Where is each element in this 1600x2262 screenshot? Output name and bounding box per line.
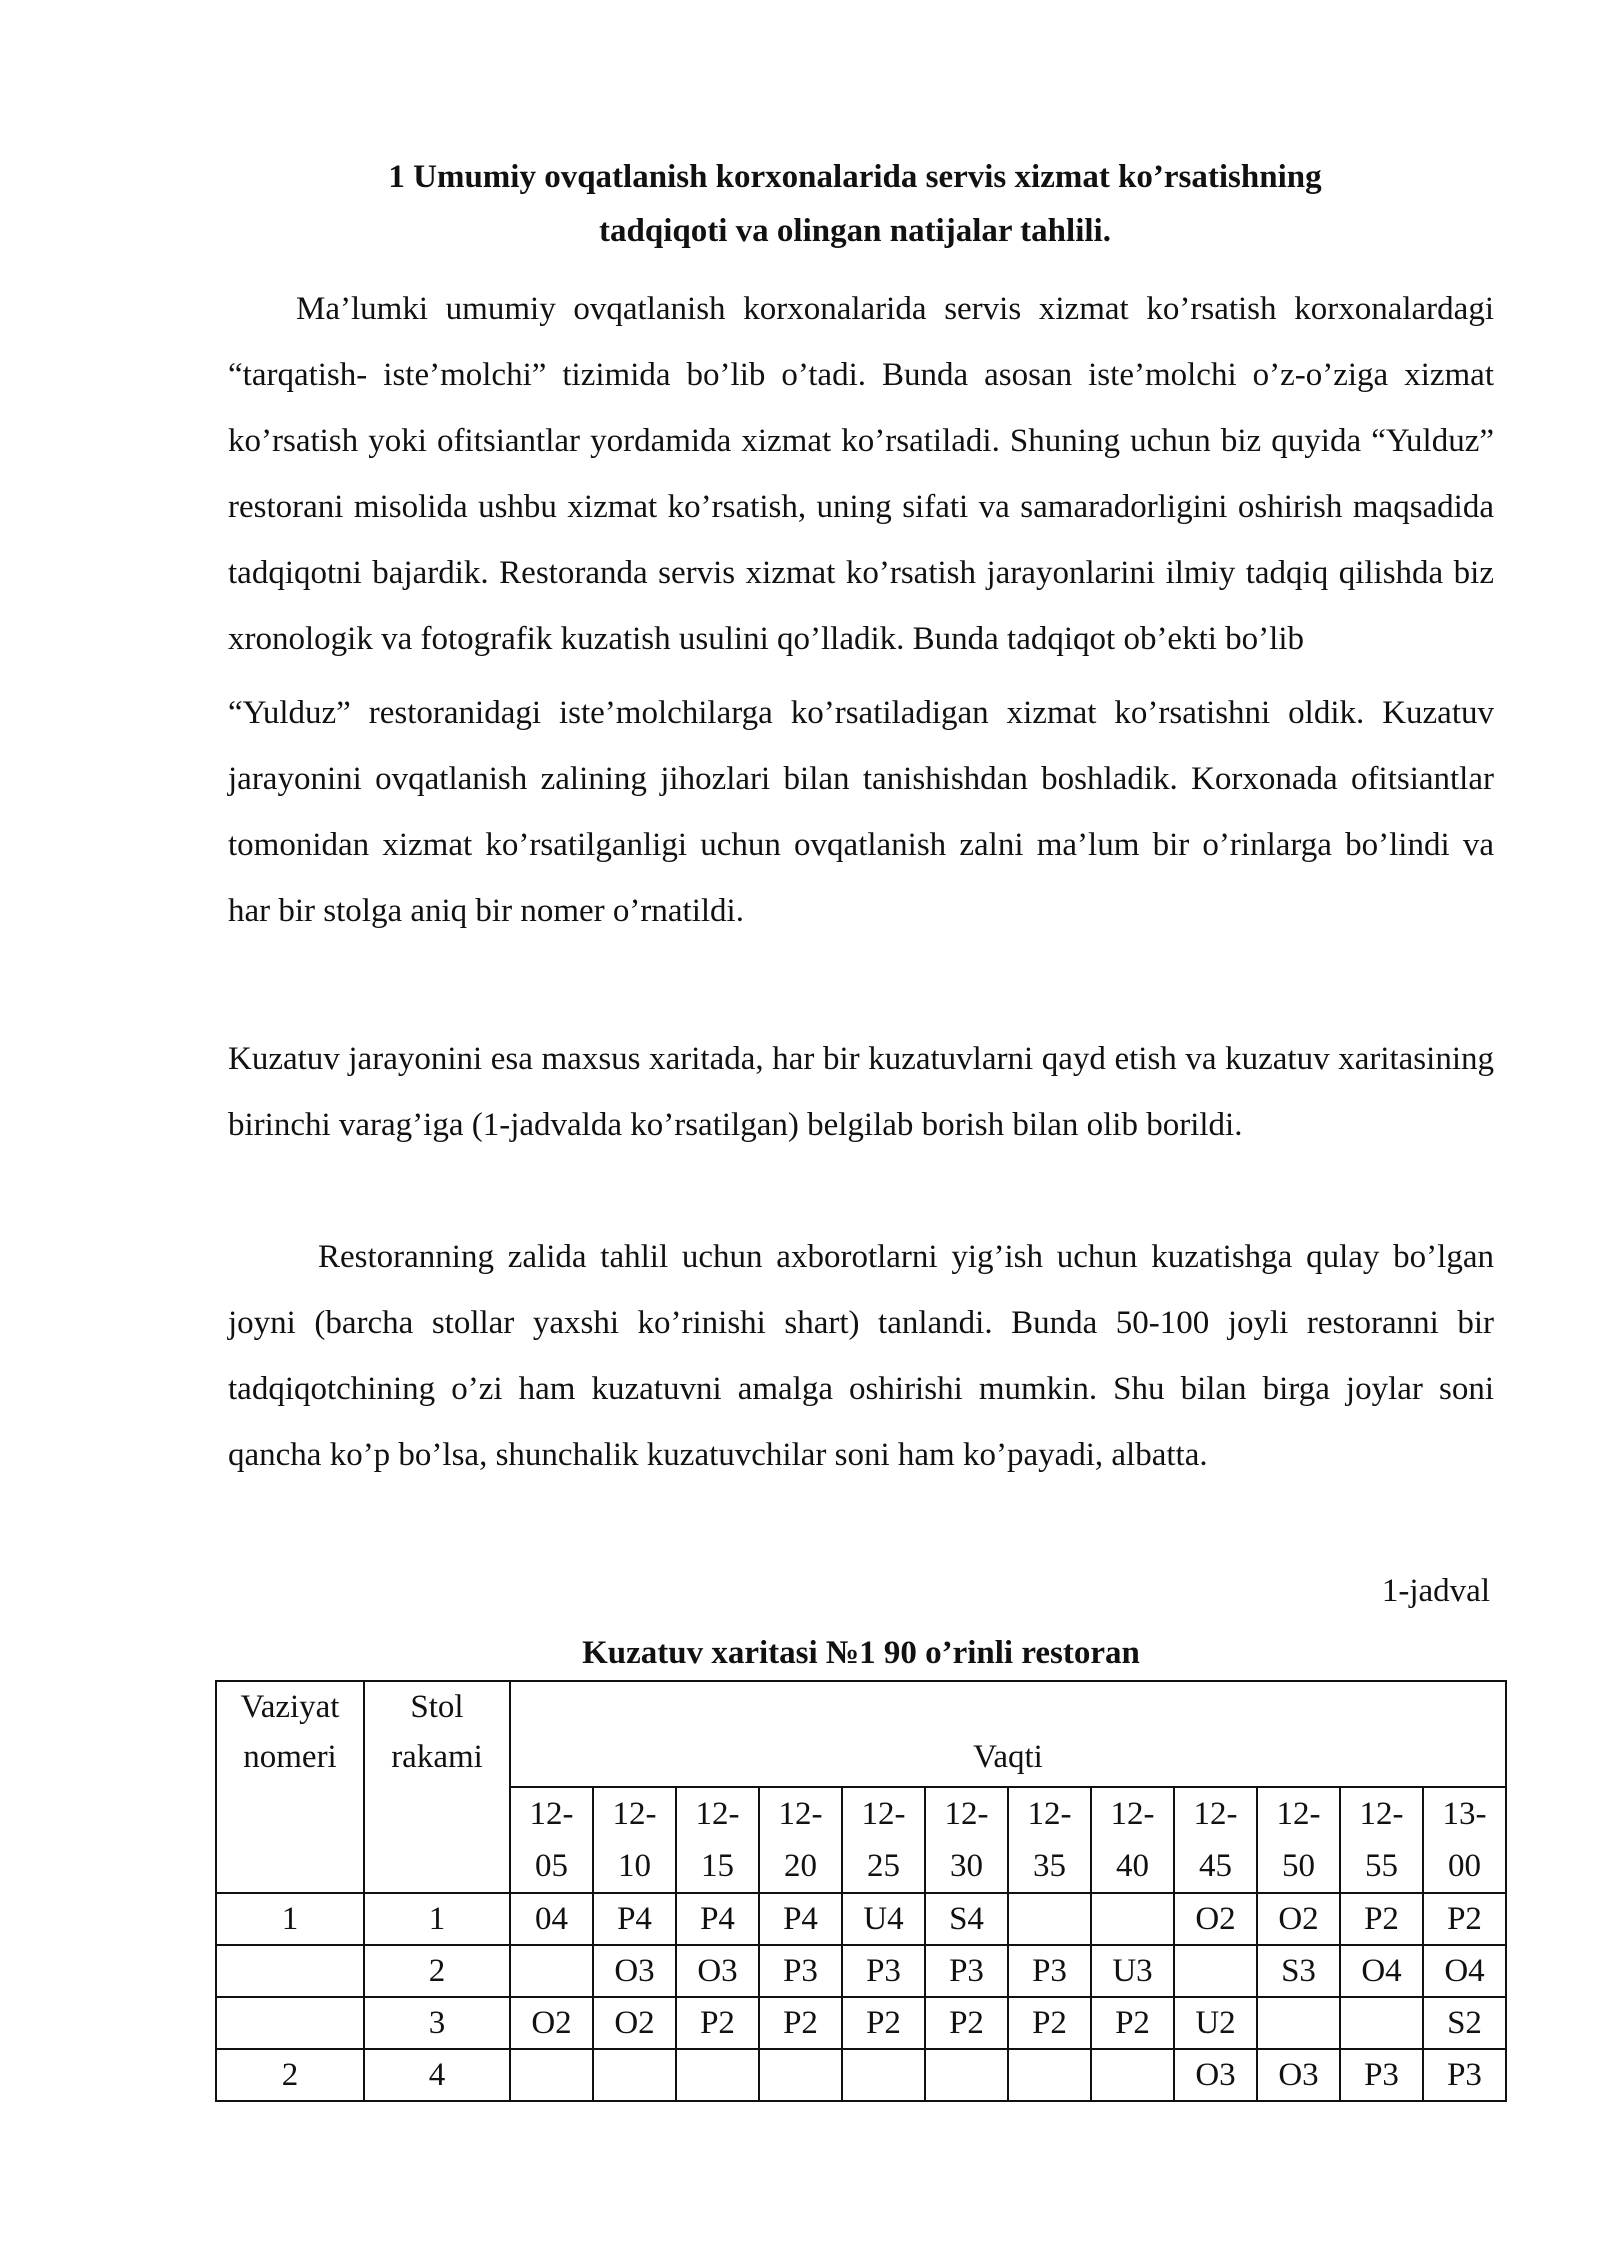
time-slot-hour: 12- bbox=[1359, 1796, 1404, 1832]
status-cell: P2 bbox=[1340, 1893, 1423, 1945]
situation-number-cell bbox=[216, 1945, 364, 1997]
time-slot-minute: 20 bbox=[784, 1848, 817, 1884]
situation-number-cell: 1 bbox=[216, 1893, 364, 1945]
table-row bbox=[216, 1997, 1506, 2049]
table-number-label: 1-jadval bbox=[1381, 1573, 1490, 1609]
table-number-cell: 4 bbox=[364, 2049, 510, 2101]
paragraph-2: Kuzatuv jarayonini esa maxsus xaritada, har bir kuzatuvlarni qayd etish va kuzatuv xaritasining birinchi varag’iga (1-jadvalda ko’rsatilgan) belgilab borish bilan olib borildi. bbox=[228, 1041, 1494, 1143]
time-slot-header bbox=[676, 1787, 759, 1893]
time-slot-minute: 15 bbox=[701, 1848, 734, 1884]
status-cell: O2 bbox=[593, 1997, 676, 2049]
time-slot-hour: 12- bbox=[612, 1796, 657, 1832]
paragraph-block-3 bbox=[228, 1224, 1494, 1488]
status-cell: P2 bbox=[759, 1997, 842, 2049]
time-slot-header bbox=[1257, 1787, 1340, 1893]
heading-line-1: 1 Umumiy ovqatlanish korxonalarida servis xizmat ko’rsatishning bbox=[388, 159, 1322, 195]
status-cell: P2 bbox=[1423, 1893, 1506, 1945]
time-slot-hour: 12- bbox=[778, 1796, 823, 1832]
status-cell: S4 bbox=[925, 1893, 1008, 1945]
status-cell: O3 bbox=[1174, 2049, 1257, 2101]
status-cell: P3 bbox=[842, 1945, 925, 1997]
status-cell bbox=[1257, 1997, 1340, 2049]
header-table-line-1: Stol bbox=[410, 1689, 464, 1725]
status-cell: O3 bbox=[593, 1945, 676, 1997]
time-slot-header bbox=[1091, 1787, 1174, 1893]
paragraph-block-2 bbox=[228, 1026, 1494, 1158]
status-cell: P3 bbox=[1423, 2049, 1506, 2101]
time-slot-header bbox=[925, 1787, 1008, 1893]
paragraph-1b: “Yulduz” restoranidagi iste’molchilarga ko’rsatiladigan xizmat ko’rsatishni oldik. Kuzatuv jarayonini ovqatlanish zalining jihozlari bilan tanishishdan boshladik. Korxonada ofitsiantlar tomonidan xizmat ko’rsatilganligi uchun ovqatlanish zalni ma’lum bir o’rinlarga bo’lindi va har bir stolga aniq bir nomer o’rnatildi. bbox=[228, 695, 1494, 929]
status-cell bbox=[676, 2049, 759, 2101]
status-cell: P3 bbox=[1340, 2049, 1423, 2101]
heading-line-2: tadqiqoti va olingan natijalar tahlili. bbox=[599, 213, 1111, 249]
status-cell: P2 bbox=[1091, 1997, 1174, 2049]
time-slot-minute: 05 bbox=[535, 1848, 568, 1884]
header-situation-line-1: Vaziyat bbox=[240, 1689, 340, 1725]
time-slot-header bbox=[1423, 1787, 1506, 1893]
status-cell: P2 bbox=[1008, 1997, 1091, 2049]
status-cell: O2 bbox=[1174, 1893, 1257, 1945]
status-cell: O4 bbox=[1340, 1945, 1423, 1997]
time-slot-header bbox=[593, 1787, 676, 1893]
table-number-cell: 3 bbox=[364, 1997, 510, 2049]
status-cell: S3 bbox=[1257, 1945, 1340, 1997]
time-slot-hour: 13- bbox=[1442, 1796, 1487, 1832]
time-slot-minute: 30 bbox=[950, 1848, 983, 1884]
header-table-line-2: rakami bbox=[391, 1739, 483, 1775]
status-cell: U3 bbox=[1091, 1945, 1174, 1997]
time-slot-minute: 35 bbox=[1033, 1848, 1066, 1884]
time-slot-header bbox=[1008, 1787, 1091, 1893]
status-cell bbox=[1091, 1893, 1174, 1945]
situation-number-cell bbox=[216, 1997, 364, 2049]
status-cell: O3 bbox=[1257, 2049, 1340, 2101]
status-cell: O2 bbox=[1257, 1893, 1340, 1945]
time-slot-header bbox=[1340, 1787, 1423, 1893]
paragraph-block-1 bbox=[228, 276, 1494, 944]
time-slot-header bbox=[510, 1787, 593, 1893]
table-number-cell: 1 bbox=[364, 1893, 510, 1945]
status-cell: O2 bbox=[510, 1997, 593, 2049]
time-slot-hour: 12- bbox=[1110, 1796, 1155, 1832]
status-cell: 04 bbox=[510, 1893, 593, 1945]
situation-number-cell: 2 bbox=[216, 2049, 364, 2101]
status-cell: O3 bbox=[676, 1945, 759, 1997]
time-slot-header bbox=[759, 1787, 842, 1893]
status-cell bbox=[1174, 1945, 1257, 1997]
status-cell bbox=[510, 2049, 593, 2101]
table-title: Kuzatuv xaritasi №1 90 o’rinli restoran bbox=[582, 1635, 1140, 1671]
status-cell: P3 bbox=[759, 1945, 842, 1997]
status-cell: P3 bbox=[925, 1945, 1008, 1997]
time-slot-minute: 40 bbox=[1116, 1848, 1149, 1884]
table-number-cell: 2 bbox=[364, 1945, 510, 1997]
status-cell bbox=[1008, 1893, 1091, 1945]
status-cell: P4 bbox=[676, 1893, 759, 1945]
section-heading bbox=[230, 150, 1480, 258]
status-cell bbox=[1340, 1997, 1423, 2049]
time-slot-hour: 12- bbox=[944, 1796, 989, 1832]
header-time: Vaqti bbox=[510, 1681, 1506, 1787]
table-row bbox=[216, 2049, 1506, 2101]
status-cell bbox=[1091, 2049, 1174, 2101]
header-situation-number bbox=[216, 1681, 364, 1893]
time-slot-minute: 25 bbox=[867, 1848, 900, 1884]
time-slot-minute: 55 bbox=[1365, 1848, 1398, 1884]
time-slot-minute: 00 bbox=[1448, 1848, 1481, 1884]
status-cell: P3 bbox=[1008, 1945, 1091, 1997]
time-slot-minute: 10 bbox=[618, 1848, 651, 1884]
table-row bbox=[216, 1893, 1506, 1945]
status-cell: P2 bbox=[842, 1997, 925, 2049]
time-slot-minute: 45 bbox=[1199, 1848, 1232, 1884]
status-cell bbox=[593, 2049, 676, 2101]
header-row-1 bbox=[216, 1681, 1506, 1787]
status-cell bbox=[510, 1945, 593, 1997]
time-slot-hour: 12- bbox=[529, 1796, 574, 1832]
time-slot-hour: 12- bbox=[695, 1796, 740, 1832]
status-cell bbox=[759, 2049, 842, 2101]
status-cell: S2 bbox=[1423, 1997, 1506, 2049]
status-cell: U4 bbox=[842, 1893, 925, 1945]
status-cell bbox=[925, 2049, 1008, 2101]
status-cell: P2 bbox=[676, 1997, 759, 2049]
status-cell: P2 bbox=[925, 1997, 1008, 2049]
status-cell bbox=[1008, 2049, 1091, 2101]
status-cell: P4 bbox=[759, 1893, 842, 1945]
time-slot-hour: 12- bbox=[1027, 1796, 1072, 1832]
header-situation-line-2: nomeri bbox=[243, 1739, 337, 1775]
status-cell: U2 bbox=[1174, 1997, 1257, 2049]
status-cell bbox=[842, 2049, 925, 2101]
time-slot-hour: 12- bbox=[1276, 1796, 1321, 1832]
time-slot-header bbox=[1174, 1787, 1257, 1893]
time-slot-hour: 12- bbox=[861, 1796, 906, 1832]
header-table-number bbox=[364, 1681, 510, 1893]
status-cell: P4 bbox=[593, 1893, 676, 1945]
time-slot-header bbox=[842, 1787, 925, 1893]
observation-table bbox=[215, 1680, 1507, 2102]
time-slot-hour: 12- bbox=[1193, 1796, 1238, 1832]
paragraph-3: Restoranning zalida tahlil uchun axborotlarni yig’ish uchun kuzatishga qulay bo’lgan joyni (barcha stollar yaxshi ko’rinishi shart) tanlandi. Bunda 50-100 joyli restoranni bir tadqiqotchining o’zi ham kuzatuvni amalga oshirishi mumkin. Shu bilan birga joylar soni qancha ko’p bo’lsa, shunchalik kuzatuvchilar soni ham ko’payadi, albatta. bbox=[228, 1239, 1494, 1473]
status-cell: O4 bbox=[1423, 1945, 1506, 1997]
table-row bbox=[216, 1945, 1506, 1997]
paragraph-1a: Ma’lumki umumiy ovqatlanish korxonalarida servis xizmat ko’rsatish korxonalardagi “tarqatish- iste’molchi” tizimida bo’lib o’tadi. Bunda asosan iste’molchi o’z-o’ziga xizmat ko’rsatish yoki ofitsiantlar yordamida xizmat ko’rsatiladi. Shuning uchun biz quyida “Yulduz” restorani misolida ushbu xizmat ko’rsatish, uning sifati va samaradorligini oshirish maqsadida tadqiqotni bajardik. Restoranda servis xizmat ko’rsatish jarayonlarini ilmiy tadqiq qilishda biz xronologik va fotografik kuzatish usulini qo’lladik. Bunda tadqiqot ob’ekti bo’lib bbox=[228, 291, 1494, 657]
time-slot-minute: 50 bbox=[1282, 1848, 1315, 1884]
